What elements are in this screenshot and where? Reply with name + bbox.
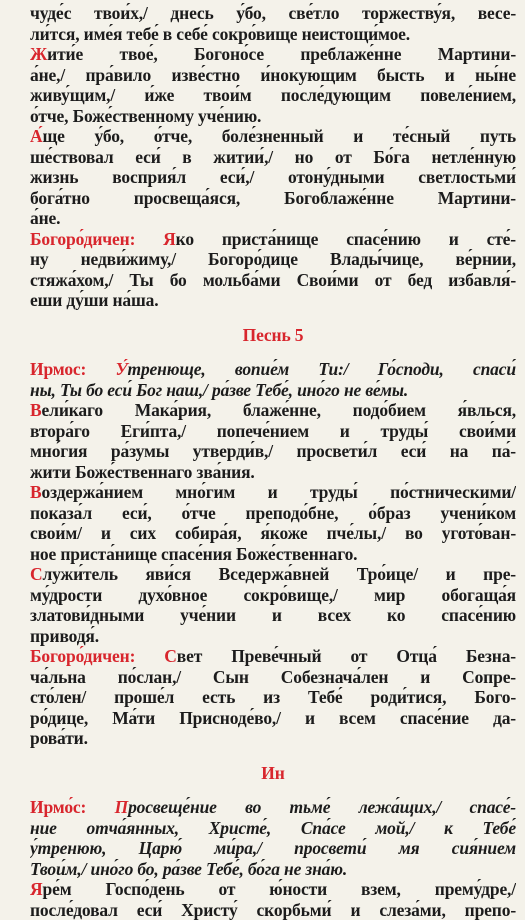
stanza-gap <box>30 783 516 797</box>
body-text: ние отча́янных, Христе́, Спа́се мой,/ к Тебе́ <box>30 818 516 838</box>
rubric-text: В <box>30 400 42 420</box>
body-text: лужи́тель яви́ся Вседержа́вней Тро́ице/ и пре- <box>43 564 517 584</box>
body-text: ре́м Госпо́день от ю́ности взем, прему́дре,/ <box>43 879 517 899</box>
rubric-text: Ин <box>261 763 284 783</box>
section-heading <box>30 325 516 346</box>
text-line <box>30 626 516 647</box>
body-text: ше́ствовал еси́ в житии́,/ но от Бо́га нетле́нную <box>30 147 516 167</box>
body-text: ко приста́нище спасе́нию и сте́- <box>176 229 516 249</box>
rubric-text: А́ <box>30 126 43 146</box>
text-line <box>30 564 516 585</box>
body-text: рова́ти. <box>30 728 88 748</box>
body-text: златови́дными уче́нии и всех ко спасе́нию <box>30 605 516 625</box>
rubric-text: Богоро́дичен: С <box>30 646 177 666</box>
body-text: ну недви́жиму,/ Богоро́дице Влады́чице, ве́рнии, <box>30 249 516 269</box>
text-line <box>30 646 516 667</box>
rubric-text: Ирмо́с: <box>30 797 115 817</box>
stanza-gap <box>30 311 516 325</box>
body-text: му́дрости духо́вное сокро́вище,/ мир обогаща́я <box>30 585 516 605</box>
text-line <box>30 229 516 250</box>
text-line <box>30 44 516 65</box>
text-line <box>30 667 516 688</box>
body-text: оздержа́нием мно́гим и труды́ по́стническими/ <box>42 482 516 502</box>
body-text: у́тренюю, Царю́ ми́ра,/ просвети́ мя сия́нием <box>30 838 516 858</box>
text-line <box>30 188 516 209</box>
body-text: чуде́с твои́х,/ днесь у́бо, све́тло торжеству́я, весе- <box>30 3 516 23</box>
text-line <box>30 249 516 270</box>
body-text: тренюще, вопие́м Ти:/ Го́споди, спаси́ <box>128 359 516 379</box>
body-text: втора́го Еги́пта,/ попече́нием и труды́ свои́ми <box>30 421 516 441</box>
text-line <box>30 687 516 708</box>
body-text: а́не. <box>30 208 60 228</box>
rubric-text: С <box>30 564 43 584</box>
text-line <box>30 270 516 291</box>
text-line <box>30 838 516 859</box>
text-line <box>30 359 516 380</box>
body-text: показа́л еси́, о́тче преподо́бне, о́браз учени́ком <box>30 503 516 523</box>
body-text: стяжа́хом,/ Ты бо мольба́ми Свои́ми от бед избавля́- <box>30 270 516 290</box>
body-text: живу́щим,/ и́же твои́м после́дующим повеле́нием, <box>30 85 516 105</box>
text-line <box>30 290 516 311</box>
body-text: росвеще́ние во тьме́ лежа́щих,/ спасе́- <box>128 797 516 817</box>
text-line <box>30 818 516 839</box>
text-line <box>30 3 516 24</box>
text-line <box>30 708 516 729</box>
text-line <box>30 380 516 401</box>
text-line <box>30 879 516 900</box>
text-line <box>30 859 516 880</box>
body-text: а́не,/ пра́вило изве́стно и́нокующим бысть и ны́не <box>30 65 516 85</box>
body-text: Твои́м,/ ино́го бо, ра́зве Тебе́, бо́га не зна́ю. <box>30 859 347 879</box>
text-line <box>30 503 516 524</box>
body-text: сто́лен/ проше́л есть из Тебе́ роди́тися, Бого- <box>30 687 516 707</box>
text-line <box>30 400 516 421</box>
body-text: ити́е твое́, Богоно́се преблаже́нне Мартини- <box>47 44 516 64</box>
body-text: ро́дице, Ма́ти Присноде́во,/ и всем спасе́ние да- <box>30 708 516 728</box>
rubric-text: Ж <box>30 44 47 64</box>
text-line <box>30 462 516 483</box>
text-line <box>30 585 516 606</box>
text-line <box>30 65 516 86</box>
text-line <box>30 24 516 45</box>
body-text: мно́гия ра́зумы утверди́в,/ просвети́л еси́ на па́- <box>30 441 516 461</box>
text-line <box>30 85 516 106</box>
stanza-gap <box>30 345 516 359</box>
body-text: ли́тся, име́я тебе́ в себе́ сокро́вище неистощи́мое. <box>30 24 410 44</box>
body-text: о́тче, Боже́ственному уче́нию. <box>30 106 261 126</box>
text-line <box>30 441 516 462</box>
text-line <box>30 605 516 626</box>
text-line <box>30 728 516 749</box>
body-text: еши ду́ши на́ша. <box>30 290 158 310</box>
body-text: свои́м/ и сих собира́я, я́коже пче́лы,/ во угото́ван- <box>30 523 516 543</box>
text-line <box>30 482 516 503</box>
rubric-text: Песнь 5 <box>243 325 304 345</box>
body-text: ное приста́нище спасе́ния Боже́ственнаго. <box>30 544 357 564</box>
rubric-text: Я <box>30 879 43 899</box>
text-line <box>30 126 516 147</box>
body-text: бога́тно просвеща́яся, Богоблаже́нне Мартини- <box>30 188 516 208</box>
rubric-text: П <box>115 797 128 817</box>
body-text: ны, Ты бо еси́ Бог наш,/ ра́зве Тебе́, ино́го не ве́мы. <box>30 380 408 400</box>
body-text: жизнь восприя́л еси́,/ отону́дными светлостьми́ <box>30 167 516 187</box>
text-line <box>30 523 516 544</box>
body-text: вет Преве́чный от Отца́ Безна- <box>177 646 516 666</box>
body-text: жити Боже́ственнаго зва́ния. <box>30 462 255 482</box>
text-line <box>30 147 516 168</box>
text-line <box>30 106 516 127</box>
text-line <box>30 208 516 229</box>
body-text: ча́льна по́слан,/ Сын Собезнача́лен и Сопре- <box>30 667 516 687</box>
section-heading <box>30 763 516 784</box>
stanza-gap <box>30 749 516 763</box>
rubric-text: У́ <box>115 359 127 379</box>
text-line <box>30 421 516 442</box>
body-text: после́довал еси́ Христу́ скорбьми́ и слеза́ми, препо- <box>30 900 516 920</box>
rubric-text: Ирмос: <box>30 359 115 379</box>
text-line <box>30 167 516 188</box>
rubric-text: Богоро́дичен: Я <box>30 229 176 249</box>
text-line <box>30 900 516 920</box>
rubric-text: В <box>30 482 42 502</box>
text-line <box>30 797 516 818</box>
text-line <box>30 544 516 565</box>
body-text: ще у́бо, о́тче, боле́зненный и те́сный путь <box>43 126 517 146</box>
body-text: приводя́. <box>30 626 99 646</box>
text-column <box>30 3 516 920</box>
body-text: ели́каго Мака́рия, блаже́нне, подо́бием я́влься, <box>42 400 516 420</box>
